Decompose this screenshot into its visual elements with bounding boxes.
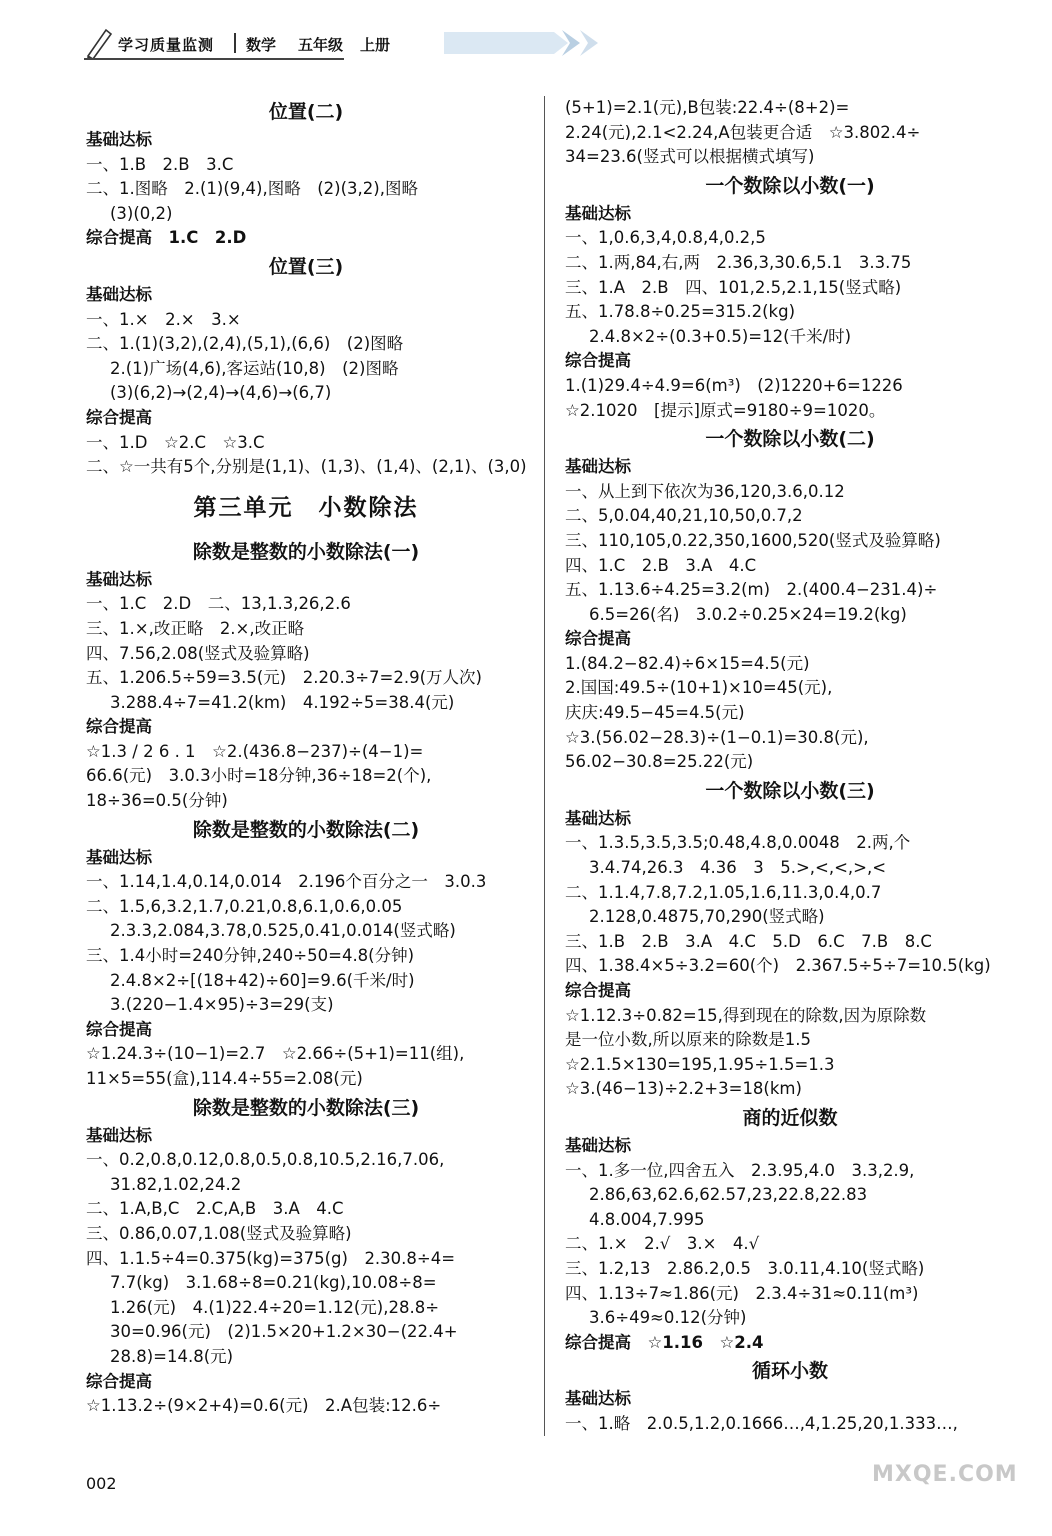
answer-line: 一、1.D ☆2.C ☆3.C xyxy=(86,432,265,452)
column-divider xyxy=(544,96,545,1436)
answer-line: 四、1.1.5÷4=0.375(kg)=375(g) 2.30.8÷4= xyxy=(86,1248,456,1268)
answer-line: 一、1,0.6,3,4,0.8,4,0.2,5 xyxy=(565,228,766,248)
section-heading: 一个数除以小数(二) xyxy=(705,428,875,451)
section-label: 基础达标 xyxy=(565,203,631,223)
section-label: 基础达标 xyxy=(86,847,152,867)
answer-line: 2.4.8×2÷(0.3+0.5)=12(千米/时) xyxy=(589,326,852,346)
answer-line: 3.288.4÷7=41.2(km) 4.192÷5=38.4(元) xyxy=(110,692,455,712)
answer-column-right xyxy=(565,96,1015,1437)
answer-line: ☆1.13.2÷(9×2+4)=0.6(元) 2.A包装:12.6÷ xyxy=(86,1396,442,1416)
page-number: 002 xyxy=(86,1474,117,1493)
answer-line: 四、1.C 2.B 3.A 4.C xyxy=(565,555,757,575)
answer-line: 4.8.004,7.995 xyxy=(589,1209,705,1229)
answer-line: 1.(84.2−82.4)÷6×15=4.5(元) xyxy=(565,653,810,673)
section-heading: 循环小数 xyxy=(751,1360,828,1383)
answer-line: 56.02−30.8=25.22(元) xyxy=(565,752,754,772)
header-volume: 上册 xyxy=(360,36,391,54)
answer-line: 一、0.2,0.8,0.12,0.8,0.5,0.8,10.5,2.16,7.06, xyxy=(86,1150,445,1170)
section-heading: 第三单元 小数除法 xyxy=(193,494,419,521)
answer-line: ☆3.(46−13)÷2.2+3=18(km) xyxy=(565,1079,802,1099)
answer-line: 11×5=55(盒),114.4÷55=2.08(元) xyxy=(86,1069,363,1088)
answer-line: 一、1.C 2.D 二、13,1.3,26,2.6 xyxy=(86,594,351,614)
answer-line: 一、1.14,1.4,0.14,0.014 2.196个百分之一 3.0.3 xyxy=(86,872,487,892)
answer-line: 二、1.× 2.√ 3.× 4.√ xyxy=(565,1234,760,1254)
answer-line: 一、从上到下依次为36,120,3.6,0.12 xyxy=(565,481,845,501)
answer-line: 三、1.4小时=240分钟,240÷50=4.8(分钟) xyxy=(86,946,415,966)
answer-line: 28.8)=14.8(元) xyxy=(110,1346,234,1366)
answer-line: ☆2.1020 [提示]原式=9180÷9=1020。 xyxy=(565,400,886,420)
section-label: 综合提高 xyxy=(565,351,631,371)
answer-line: 30=0.96(元) (2)1.5×20+1.2×30−(22.4+ xyxy=(110,1322,458,1342)
answer-line: 二、1.5,6,3.2,1.7,0.21,0.8,6.1,0.6,0.05 xyxy=(86,896,403,916)
answer-line: 18÷36=0.5(分钟) xyxy=(86,791,228,811)
section-label: 基础达标 xyxy=(565,1389,631,1409)
answer-line: 二、5,0.04,40,21,10,50,0.7,2 xyxy=(565,506,803,526)
chevron-right-icon xyxy=(444,26,604,60)
section-heading: 除数是整数的小数除法(二) xyxy=(192,818,420,841)
header-title: 学习质量监测 xyxy=(118,36,215,54)
section-label: 基础达标 xyxy=(86,569,152,589)
answer-line: 三、110,105,0.22,350,1600,520(竖式及验算略) xyxy=(565,530,941,550)
answer-line: 二、1.A,B,C 2.C,A,B 3.A 4.C xyxy=(86,1199,344,1219)
answer-line: 五、1.78.8÷0.25=315.2(kg) xyxy=(565,302,796,322)
answer-line: 1.(1)29.4÷4.9=6(m³) (2)1220+6=1226 xyxy=(565,375,903,395)
answer-line: 2.国国:49.5÷(10+1)×10=45(元), xyxy=(565,678,833,698)
answer-line: 是一位小数,所以原来的除数是1.5 xyxy=(565,1030,811,1050)
answer-line: 34=23.6(竖式可以根据横式填写) xyxy=(565,147,815,167)
section-label: 综合提高 xyxy=(86,1371,152,1391)
answer-line: 一、1.B 2.B 3.C xyxy=(86,154,234,174)
pen-icon xyxy=(84,26,114,60)
section-label: 基础达标 xyxy=(565,1135,631,1155)
answer-line: 6.5=26(名) 3.0.2÷0.25×24=19.2(kg) xyxy=(589,604,907,624)
answer-line: 四、1.13÷7≈1.86(元) 2.3.4÷31≈0.11(m³) xyxy=(565,1283,919,1303)
answer-line: 二、1.图略 2.(1)(9,4),图略 (2)(3,2),图略 xyxy=(86,179,418,199)
answer-line: 2.4.8×2÷[(18+42)÷60]=9.6(千米/时) xyxy=(110,970,415,990)
section-heading: 除数是整数的小数除法(三) xyxy=(192,1096,420,1119)
answer-line: 三、1.A 2.B 四、101,2.5,2.1,15(竖式略) xyxy=(565,277,902,297)
answer-line: (3)(0,2) xyxy=(110,203,173,223)
watermark-logo: MXQE.COM xyxy=(872,1462,1018,1487)
answer-line: 三、1.2,13 2.86.2,0.5 3.0.11,4.10(竖式略) xyxy=(565,1258,925,1278)
answer-line: 一、1.多一位,四舍五入 2.3.95,4.0 3.3,2.9, xyxy=(565,1160,915,1180)
answer-line: 四、7.56,2.08(竖式及验算略) xyxy=(86,643,310,663)
answer-line: 庆庆:49.5−45=4.5(元) xyxy=(565,703,745,723)
header-subject: 数学 xyxy=(246,36,277,54)
answer-line: 3.6÷49≈0.12(分钟) xyxy=(589,1308,747,1328)
answer-column-left xyxy=(86,96,526,1419)
answer-line: 2.(1)广场(4,6),客运站(10,8) (2)图略 xyxy=(110,358,399,378)
section-label: 基础达标 xyxy=(565,808,631,828)
answer-line: 31.82,1.02,24.2 xyxy=(110,1174,242,1194)
answer-line: 7.7(kg) 3.1.68÷8=0.21(kg),10.08÷8= xyxy=(110,1273,437,1293)
answer-line: 一、1.3.5,3.5,3.5;0.48,4.8,0.0048 2.两,个 xyxy=(565,833,911,853)
answer-line: 3.(220−1.4×95)÷3=29(支) xyxy=(110,995,334,1015)
section-heading: 位置(二) xyxy=(268,101,344,123)
answer-line: 三、1.×,改正略 2.×,改正略 xyxy=(86,618,305,638)
answer-line: 四、1.38.4×5÷3.2=60(个) 2.367.5÷5÷7=10.5(kg) xyxy=(565,956,991,976)
answer-line: ☆1.3 / 2 6 . 1 ☆2.(436.8−237)÷(4−1)= xyxy=(86,741,424,761)
page-header xyxy=(84,26,544,66)
section-label: 基础达标 xyxy=(86,1125,152,1145)
answer-line: 2.86,63,62.6,62.57,23,22.8,22.83 xyxy=(589,1185,868,1205)
answer-line: 二、1.1.4,7.8,7.2,1.05,1.6,11.3,0.4,0.7 xyxy=(565,882,882,902)
answer-line: ☆3.(56.02−28.3)÷(1−0.1)=30.8(元), xyxy=(565,727,869,747)
answer-line: 66.6(元) 3.0.3小时=18分钟,36÷18=2(个), xyxy=(86,766,432,786)
answer-line: ☆1.12.3÷0.82=15,得到现在的除数,因为原除数 xyxy=(565,1005,927,1025)
section-label: 综合提高 xyxy=(86,407,152,427)
section-label: 综合提高 1.C 2.D xyxy=(86,228,247,248)
section-label: 基础达标 xyxy=(565,457,631,477)
answer-line: 一、1.× 2.× 3.× xyxy=(86,309,241,329)
section-heading: 一个数除以小数(三) xyxy=(705,779,875,802)
section-label: 综合提高 xyxy=(565,629,631,649)
answer-line: ☆2.1.5×130=195,1.95÷1.5=1.3 xyxy=(565,1054,835,1074)
section-label: 综合提高 xyxy=(86,1019,152,1039)
answer-line: 1.26(元) 4.(1)22.4÷20=1.12(元),28.8÷ xyxy=(110,1297,440,1317)
answer-line: 二、☆一共有5个,分别是(1,1)、(1,3)、(1,4)、(2,1)、(3,0) xyxy=(86,457,527,477)
section-heading: 位置(三) xyxy=(268,255,344,278)
header-underline xyxy=(84,58,344,60)
answer-line: 二、1.两,84,右,两 2.36,3,30.6,5.1 3.3.75 xyxy=(565,252,912,272)
header-grade: 五年级 xyxy=(298,36,344,54)
answer-line: (5+1)=2.1(元),B包装:22.4÷(8+2)= xyxy=(565,98,850,117)
answer-line: 一、1.略 2.0.5,1.2,0.1666…,4,1.25,20,1.333…, xyxy=(565,1413,958,1433)
answer-line: 二、1.(1)(3,2),(2,4),(5,1),(6,6) (2)图略 xyxy=(86,334,404,354)
section-heading: 商的近似数 xyxy=(742,1106,838,1129)
answer-line: 三、1.B 2.B 3.A 4.C 5.D 6.C 7.B 8.C xyxy=(565,931,932,951)
answer-line: 2.128,0.4875,70,290(竖式略) xyxy=(589,907,825,927)
section-heading: 一个数除以小数(一) xyxy=(705,174,875,197)
header-separator xyxy=(234,33,236,53)
section-label: 综合提高 ☆1.16 ☆2.4 xyxy=(565,1332,764,1352)
answer-line: 2.3.3,2.084,3.78,0.525,0.41,0.014(竖式略) xyxy=(110,921,456,941)
answer-line: ☆1.24.3÷(10−1)=2.7 ☆2.66÷(5+1)=11(组), xyxy=(86,1044,465,1064)
answer-line: 三、0.86,0.07,1.08(竖式及验算略) xyxy=(86,1223,352,1243)
section-label: 综合提高 xyxy=(86,717,152,737)
section-label: 基础达标 xyxy=(86,130,152,149)
answer-line: (3)(6,2)→(2,4)→(4,6)→(6,7) xyxy=(110,383,332,403)
section-heading: 除数是整数的小数除法(一) xyxy=(192,540,420,563)
answer-line: 五、1.13.6÷4.25=3.2(m) 2.(400.4−231.4)÷ xyxy=(565,580,938,600)
answer-line: 五、1.206.5÷59=3.5(元) 2.20.3÷7=2.9(万人次) xyxy=(86,668,482,688)
answer-line: 3.4.74,26.3 4.36 3 5.>,<,<,>,< xyxy=(589,858,887,878)
answer-line: 2.24(元),2.1<2.24,A包装更合适 ☆3.802.4÷ xyxy=(565,122,921,142)
section-label: 基础达标 xyxy=(86,284,152,304)
section-label: 综合提高 xyxy=(565,981,631,1000)
